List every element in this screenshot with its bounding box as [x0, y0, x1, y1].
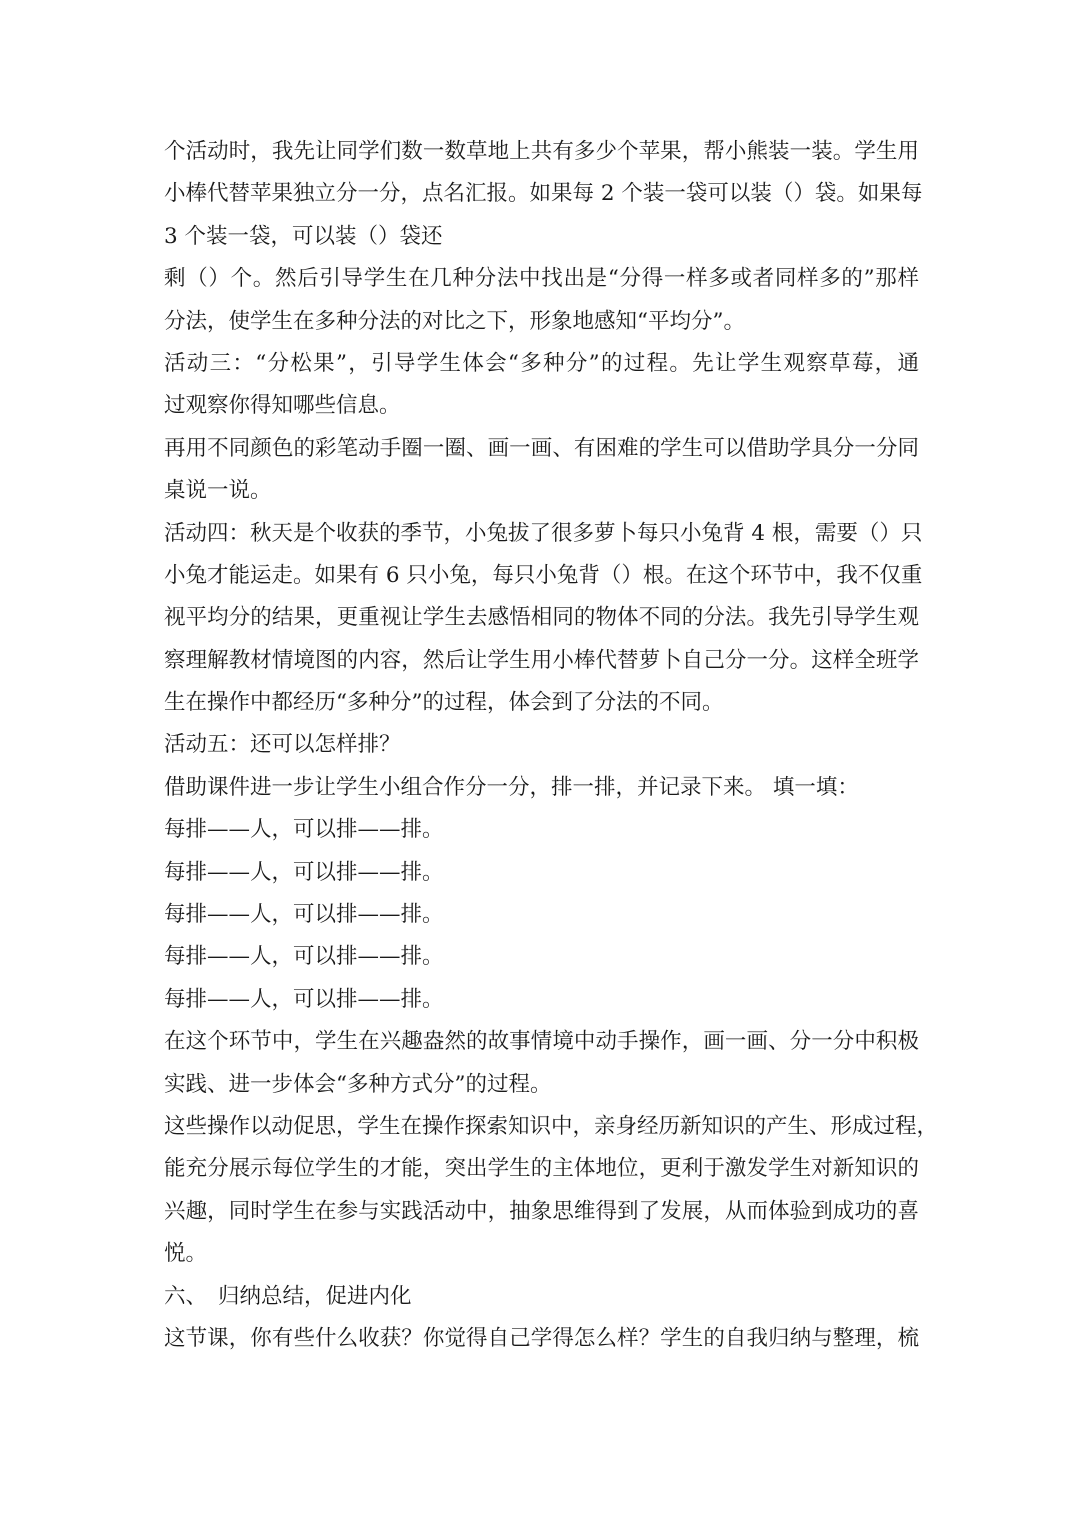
section-heading — [164, 1276, 919, 1318]
text-line: 个活动时，我先让同学们数一数草地上共有多少个苹果，帮小熊装一装。学生用 — [164, 139, 919, 164]
text-line: 借助课件进一步让学生小组合作分一分，排一排，并记录下来。 填一填： — [164, 774, 859, 800]
text-line: 悦。 — [164, 1241, 208, 1267]
text-line: 视平均分的结果，更重视让学生去感悟相同的物体不同的分法。我先引导学生观 — [164, 605, 919, 631]
text-line: 每排——人，可以排——排。 — [164, 817, 444, 843]
text-line: 桌说一说。 — [164, 478, 272, 504]
text-line: 分法，使学生在多种分法的对比之下，形象地感知“平均分”。 — [164, 308, 745, 334]
text-line: 小兔才能运走。如果有 6 只小兔，每只小兔背（）根。在这个环节中，我不仅重 — [164, 562, 923, 588]
paragraph-lines — [164, 131, 939, 1276]
section-number: 六、 — [164, 1283, 208, 1309]
text-line: 过观察你得知哪些信息。 — [164, 393, 401, 419]
section-title: 归纳总结，促进内化 — [218, 1283, 412, 1309]
text-line: 能充分展示每位学生的才能，突出学生的主体地位，更利于激发学生对新知识的 — [164, 1156, 919, 1182]
text-line: 活动五：还可以怎样排？ — [164, 732, 401, 758]
document-body — [164, 131, 939, 1360]
text-line: 小棒代替苹果独立分一分，点名汇报。如果每 2 个装一袋可以装（）袋。如果每 — [164, 181, 923, 207]
text-line: 剩（）个。然后引导学生在几种分法中找出是“分得一样多或者同样多的”那样 — [164, 266, 919, 292]
text-line: 每排——人，可以排——排。 — [164, 859, 444, 885]
text-line: 这些操作以动促思，学生在操作探索知识中，亲身经历新知识的产生、形成过程， — [164, 1113, 939, 1139]
text-line: 每排——人，可以排——排。 — [164, 902, 444, 928]
text-line: 每排——人，可以排——排。 — [164, 986, 444, 1012]
text-line: 实践、进一步体会“多种方式分”的过程。 — [164, 1071, 552, 1097]
text-line: 兴趣，同时学生在参与实践活动中，抽象思维得到了发展，从而体验到成功的喜 — [164, 1198, 919, 1224]
text-line: 3 个装一袋，可以装（）袋还 — [164, 223, 443, 249]
text-line: 在这个环节中，学生在兴趣盎然的故事情境中动手操作，画一画、分一分中积极 — [164, 1029, 919, 1055]
text-line: 再用不同颜色的彩笔动手圈一圈、画一画、有困难的学生可以借助学具分一分同 — [164, 435, 919, 461]
text-line: 每排——人，可以排——排。 — [164, 944, 444, 970]
text-line: 这节课，你有些什么收获？你觉得自己学得怎么样？学生的自我归纳与整理，梳 — [164, 1325, 919, 1351]
text-line: 活动三：“分松果”，引导学生体会“多种分”的过程。先让学生观察草莓，通 — [164, 350, 919, 376]
text-line: 活动四：秋天是个收获的季节，小兔拔了很多萝卜每只小兔背 4 根，需要（）只 — [164, 520, 923, 546]
text-line: 察理解教材情境图的内容，然后让学生用小棒代替萝卜自己分一分。这样全班学 — [164, 647, 919, 673]
text-line: 生在操作中都经历“多种分”的过程，体会到了分法的不同。 — [164, 690, 724, 716]
